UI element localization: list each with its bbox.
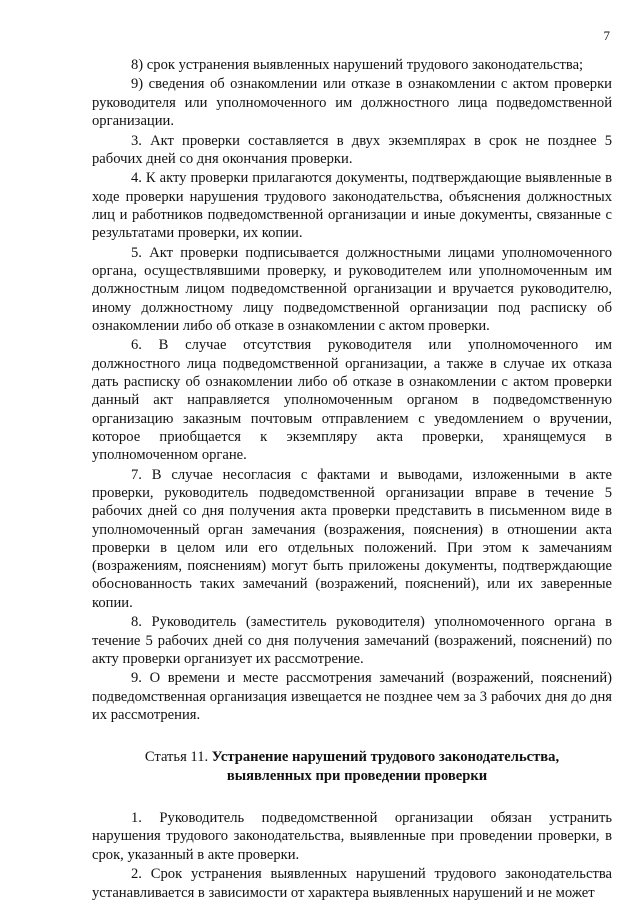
paragraph: 9. О времени и месте рассмотрения замечаний (возражений, пояснений) подведомственная организация извещается не позднее чем за 3 рабочих дня до дня их рассмотрения. — [92, 670, 612, 723]
document-body — [92, 56, 612, 903]
paragraph: 8) срок устранения выявленных нарушений трудового законодательства; — [131, 57, 584, 73]
paragraph: 8. Руководитель (заместитель руководителя) уполномоченного органа в течение 5 рабочих дней со дня получения замечаний (возражений, пояснений) по акту проверки организует их рассмотрение. — [92, 614, 612, 667]
article-title-line1: Устранение нарушений трудового законодательства, — [211, 749, 560, 766]
paragraph: 9) сведения об ознакомлении или отказе в ознакомлении с актом проверки руководителя или уполномоченного им должностного лица подведомственной организации. — [92, 76, 612, 130]
paragraph: 4. К акту проверки прилагаются документы, подтверждающие выявленные в ходе проверки нарушения трудового законодательства, объяснения должностных лиц и работников подведомственной организации и иные документы, связанные с результатами проверки, их копии. — [92, 170, 612, 242]
paragraph: 2. Срок устранения выявленных нарушений трудового законодательства устанавливается в зависимости от характера выявленных нарушений и не может — [92, 866, 612, 901]
article-label: Статья 11. — [144, 749, 209, 766]
paragraph: 1. Руководитель подведомственной организации обязан устранить нарушения трудового законодательства, выявленные при проведении проверки, в срок, указанный в акте проверки. — [92, 810, 612, 863]
paragraph: 5. Акт проверки подписывается должностными лицами уполномоченного органа, осуществлявшими проверку, и руководителем или уполномоченным им должностным лицом подведомственной организации и вручается руководителю, иному должностному лицу подведомственной организации под расписку об ознакомлении либо об отказе в ознакомлении с актом проверки. — [92, 244, 612, 334]
page-number: 7 — [603, 28, 610, 43]
paragraph: 6. В случае отсутствия руководителя или уполномоченного им должностного лица подведомственной организации, а также в случае их отказа дать расписку об ознакомлении либо об отказе в ознакомлении с актом проверки данный акт направляется уполномоченным органом в подведомственную организацию заказным почтовым отправлением с уведомлением о вручении, которое приобщается к экземпляру акта проверки, хранящемуся в уполномоченном органе. — [92, 337, 612, 464]
article-title-line2: выявленных при проведении проверки — [226, 767, 488, 784]
paragraph: 7. В случае несогласия с фактами и выводами, изложенными в акте проверки, руководитель подведомственной организации вправе в течение 5 рабочих дней со дня получения акта проверки представить в письменном виде в уполномоченный орган замечания (возражения, пояснения) в отношении акта проверки в целом или его отдельных положений. При этом к замечаниям (возражениям, пояснениям) могут быть приложены документы, подтверждающие обоснованность таких замечаний (возражений, пояснений), или их заверенные копии. — [92, 466, 612, 611]
article-heading — [92, 748, 612, 785]
paragraph: 3. Акт проверки составляется в двух экземплярах в срок не позднее 5 рабочих дней со дня окончания проверки. — [92, 132, 612, 167]
